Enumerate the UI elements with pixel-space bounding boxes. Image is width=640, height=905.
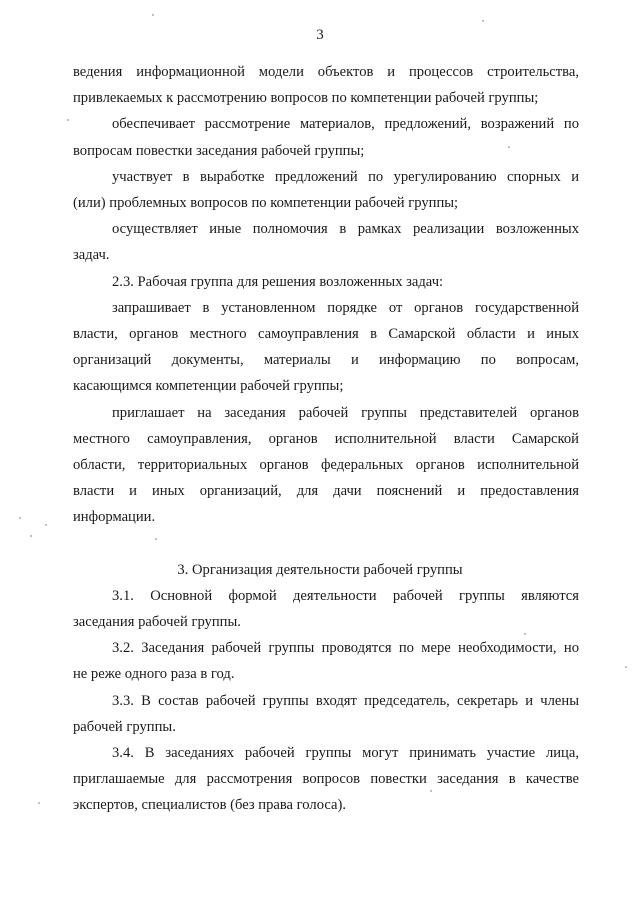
text-line: касающимся компетенции рабочей группы; xyxy=(73,378,344,394)
text-line: 3.1. Основной формой деятельности рабочей группы являются xyxy=(112,588,579,604)
scan-speck xyxy=(430,790,432,792)
text-line: обеспечивает рассмотрение материалов, предложений, возражений по xyxy=(112,116,579,132)
section-title: 3. Организация деятельности рабочей группы xyxy=(177,562,463,578)
text-line: 3.4. В заседаниях рабочей группы могут принимать участие лица, xyxy=(112,745,579,761)
scan-speck xyxy=(152,14,154,16)
section-heading: 2.3. Рабочая группа для решения возложенных задач: xyxy=(112,274,444,290)
text-line: (или) проблемных вопросов по компетенции рабочей группы; xyxy=(73,195,459,211)
scan-speck xyxy=(155,538,157,540)
scan-speck xyxy=(524,633,526,635)
text-line: власти, органов местного самоуправления в Самарской области и иных xyxy=(73,326,579,342)
text-line: экспертов, специалистов (без права голоса). xyxy=(73,797,346,813)
text-line: информации. xyxy=(73,509,156,525)
text-line: не реже одного раза в год. xyxy=(73,666,235,682)
text-line: 3.3. В состав рабочей группы входят председатель, секретарь и члены xyxy=(112,693,579,709)
scan-speck xyxy=(30,535,32,537)
text-line: задач. xyxy=(73,247,110,263)
text-line: приглашает на заседания рабочей группы представителей органов xyxy=(112,405,579,421)
text-line: 3.2. Заседания рабочей группы проводятся по мере необходимости, но xyxy=(112,640,579,656)
page-number: 3 xyxy=(316,27,324,43)
scan-speck xyxy=(482,20,484,22)
text-line: запрашивает в установленном порядке от органов государственной xyxy=(112,300,579,316)
text-line: ведения информационной модели объектов и процессов строительства, xyxy=(73,64,579,80)
scan-speck xyxy=(38,802,40,804)
scan-speck xyxy=(45,524,47,526)
scan-speck xyxy=(625,666,627,668)
text-line: организаций документы, материалы и информацию по вопросам, xyxy=(73,352,579,368)
text-line: осуществляет иные полномочия в рамках реализации возложенных xyxy=(112,221,579,237)
text-line: участвует в выработке предложений по урегулированию спорных и xyxy=(112,169,579,185)
text-line: власти и иных организаций, для дачи пояснений и предоставления xyxy=(73,483,579,499)
text-line: местного самоуправления, органов исполнительной власти Самарской xyxy=(73,431,579,447)
text-line: вопросам повестки заседания рабочей группы; xyxy=(73,143,365,159)
text-line: области, территориальных органов федеральных органов исполнительной xyxy=(73,457,579,473)
text-line: приглашаемые для рассмотрения вопросов повестки заседания в качестве xyxy=(73,771,579,787)
scan-speck xyxy=(508,146,510,148)
text-line: привлекаемых к рассмотрению вопросов по компетенции рабочей группы; xyxy=(73,90,539,106)
text-line: рабочей группы. xyxy=(73,719,176,735)
scan-speck xyxy=(19,517,21,519)
text-line: заседания рабочей группы. xyxy=(73,614,241,630)
scan-speck xyxy=(67,119,69,121)
